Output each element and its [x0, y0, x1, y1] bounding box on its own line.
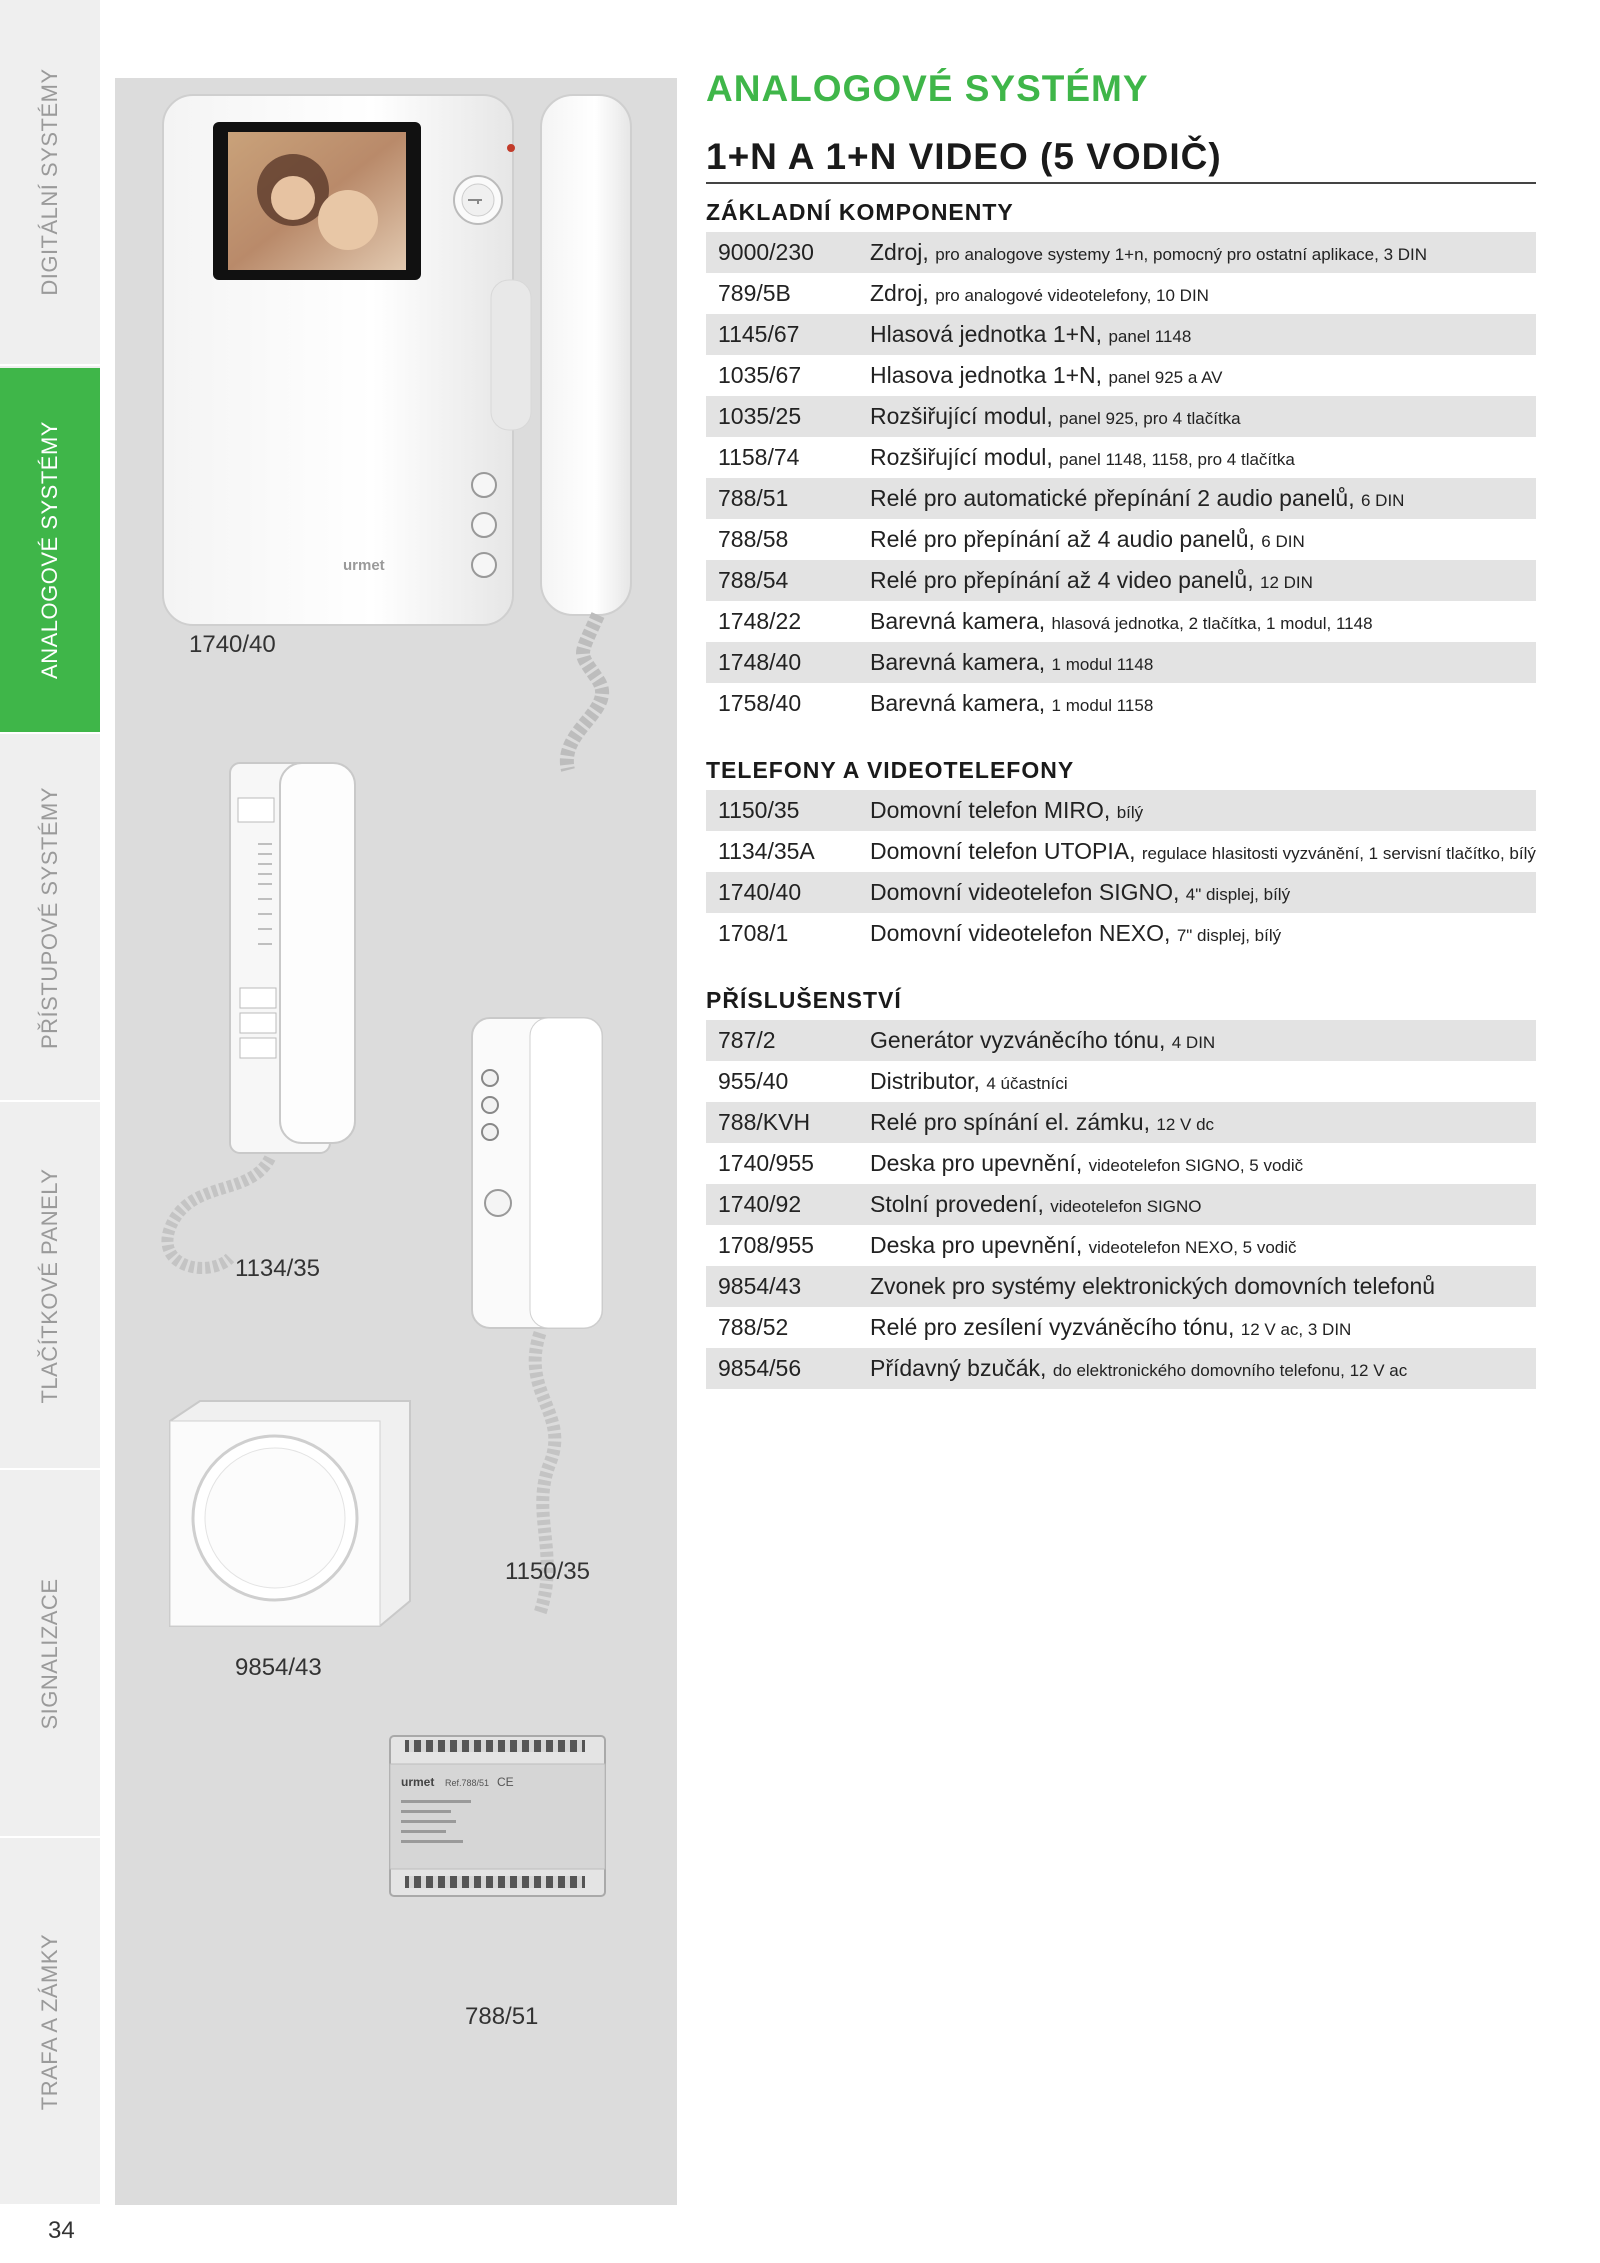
item-code: 788/52: [718, 1314, 789, 1340]
table-row: [706, 913, 1536, 954]
product-label-1740-40: 1740/40: [189, 631, 276, 658]
item-name: Rozšiřující modul,: [870, 403, 1053, 429]
product-image-panel: [115, 78, 677, 2205]
item-detail: hlasová jednotka, 2 tlačítka, 1 modul, 1148: [1051, 614, 1373, 633]
item-code: 1158/74: [718, 444, 800, 470]
item-name: Přídavný bzučák,: [870, 1355, 1047, 1381]
table-row: [706, 560, 1536, 601]
table-row: [706, 1225, 1536, 1266]
item-code: 1035/67: [718, 362, 802, 388]
item-description: [870, 403, 1536, 430]
item-detail: panel 1148: [1108, 327, 1192, 346]
item-description: [870, 1355, 1536, 1382]
item-detail: videotelefon SIGNO: [1050, 1197, 1202, 1216]
tab-pristupove-systemy[interactable]: [0, 736, 100, 1102]
item-detail: panel 925, pro 4 tlačítka: [1059, 409, 1241, 428]
table-row: [706, 872, 1536, 913]
item-description: [870, 444, 1536, 471]
item-name: Zdroj,: [870, 239, 929, 265]
item-description: [870, 280, 1536, 307]
item-name: Hlasova jednotka 1+N,: [870, 362, 1103, 388]
table-row: [706, 396, 1536, 437]
item-name: Generátor vyzváněcího tónu,: [870, 1027, 1166, 1053]
item-description: [870, 1314, 1536, 1341]
item-name: Stolní provedení,: [870, 1191, 1044, 1217]
item-description: [870, 1232, 1536, 1259]
item-description: [870, 1150, 1536, 1177]
item-name: Zvonek pro systémy elektronických domovních telefonů: [870, 1273, 1436, 1299]
page-title: 1+N A 1+N VIDEO (5 VODIČ): [706, 136, 1536, 184]
item-detail: 6 DIN: [1361, 491, 1405, 510]
module-reference: Ref.788/51: [445, 1778, 490, 1788]
item-description: [870, 608, 1536, 635]
item-code: 1145/67: [718, 321, 800, 347]
section-title: ANALOGOVÉ SYSTÉMY: [706, 68, 1149, 109]
ce-mark: CE: [497, 1775, 514, 1789]
table-row: [706, 642, 1536, 683]
item-name: Deska pro upevnění,: [870, 1150, 1083, 1176]
item-detail: videotelefon SIGNO, 5 vodič: [1088, 1156, 1304, 1175]
item-detail: pro analogove systemy 1+n, pomocný pro ostatní aplikace, 3 DIN: [935, 245, 1428, 264]
item-description: [870, 239, 1536, 266]
item-description: [870, 838, 1536, 865]
table-row: [706, 1061, 1536, 1102]
item-name: Domovní videotelefon SIGNO,: [870, 879, 1180, 905]
item-code: 788/51: [718, 485, 789, 511]
tab-trafa-a-zamky[interactable]: [0, 1840, 100, 2206]
item-description: [870, 1109, 1536, 1136]
item-detail: 4 DIN: [1171, 1033, 1216, 1052]
item-detail: 7" displej, bílý: [1176, 926, 1282, 945]
table-row: [706, 273, 1536, 314]
item-description: [870, 567, 1536, 594]
table-row: [706, 355, 1536, 396]
tab-analogove-systemy[interactable]: [0, 368, 100, 734]
item-name: Rozšiřující modul,: [870, 444, 1053, 470]
item-detail: 12 V ac, 3 DIN: [1240, 1320, 1352, 1339]
table-row: [706, 1102, 1536, 1143]
tab-signalizace[interactable]: [0, 1472, 100, 1838]
item-code: 788/54: [718, 567, 789, 593]
item-code: 9854/43: [718, 1273, 802, 1299]
item-detail: panel 1148, 1158, pro 4 tlačítka: [1059, 450, 1295, 469]
table-row: [706, 478, 1536, 519]
item-detail: videotelefon NEXO, 5 vodič: [1088, 1238, 1297, 1257]
item-description: [870, 526, 1536, 553]
table-row: [706, 1348, 1536, 1389]
product-label-788-51: 788/51: [465, 2003, 539, 2030]
table-row: [706, 1020, 1536, 1061]
item-name: Domovní telefon UTOPIA,: [870, 838, 1136, 864]
tab-tlacitkove-panely[interactable]: [0, 1104, 100, 1470]
table-row: [706, 831, 1536, 872]
item-name: Zdroj,: [870, 280, 929, 306]
videophone-1740-40-image: [158, 90, 678, 790]
item-code: 788/KVH: [718, 1109, 811, 1135]
table-row: [706, 790, 1536, 831]
interphone-1134-35-image: [150, 758, 410, 1298]
item-name: Deska pro upevnění,: [870, 1232, 1083, 1258]
item-name: Relé pro přepínání až 4 audio panelů,: [870, 526, 1255, 552]
item-detail: regulace hlasitosti vyzvánění, 1 servisní tlačítko, bílý: [1141, 844, 1536, 863]
bell-9854-43-image: [165, 1396, 415, 1636]
item-name: Distributor,: [870, 1068, 980, 1094]
item-name: Relé pro přepínání až 4 video panelů,: [870, 567, 1254, 593]
item-detail: 12 V dc: [1156, 1115, 1215, 1134]
item-name: Domovní videotelefon NEXO,: [870, 920, 1171, 946]
interphone-1150-35-image: [460, 1013, 610, 1633]
item-description: [870, 797, 1536, 824]
item-description: [870, 690, 1536, 717]
table-row: [706, 314, 1536, 355]
tab-label: DIGITÁLNÍ SYSTÉMY: [37, 68, 62, 296]
product-label-9854-43: 9854/43: [235, 1654, 322, 1681]
item-detail: bílý: [1116, 803, 1144, 822]
item-code: 1740/955: [718, 1150, 814, 1176]
item-code: 787/2: [718, 1027, 776, 1053]
item-detail: 1 modul 1158: [1051, 696, 1154, 715]
tab-label: TLAČÍTKOVÉ PANELY: [37, 1168, 62, 1404]
table-row: [706, 683, 1536, 724]
product-list: [706, 68, 1536, 1389]
item-name: Relé pro spínání el. zámku,: [870, 1109, 1150, 1135]
item-name: Relé pro zesílení vyzváněcího tónu,: [870, 1314, 1235, 1340]
table-row: [706, 519, 1536, 560]
group-title-telefony-a-videotelefony: TELEFONY A VIDEOTELEFONY: [706, 757, 1075, 783]
item-code: 1134/35A: [718, 838, 815, 864]
tab-digitalni-systemy[interactable]: [0, 0, 100, 366]
item-code: 1740/40: [718, 879, 802, 905]
tab-label: SIGNALIZACE: [37, 1578, 62, 1730]
item-code: 1758/40: [718, 690, 802, 716]
tab-label: TRAFA A ZÁMKY: [37, 1933, 62, 2111]
item-code: 1748/22: [718, 608, 802, 634]
module-brand-logo: urmet: [401, 1775, 435, 1789]
item-description: [870, 649, 1536, 676]
item-description: [870, 485, 1536, 512]
table-row: [706, 437, 1536, 478]
table-row: [706, 601, 1536, 642]
group-title-zakladni-komponenty: ZÁKLADNÍ KOMPONENTY: [706, 199, 1014, 225]
product-label-1134-35: 1134/35: [235, 1255, 320, 1282]
item-name: Hlasová jednotka 1+N,: [870, 321, 1103, 347]
item-code: 1035/25: [718, 403, 802, 429]
item-code: 1708/955: [718, 1232, 814, 1258]
item-detail: do elektronického domovního telefonu, 12 V ac: [1052, 1361, 1408, 1380]
item-description: [870, 1191, 1536, 1218]
tab-label: PŘÍSTUPOVÉ SYSTÉMY: [37, 786, 62, 1050]
table-row: [706, 1266, 1536, 1307]
item-description: [870, 879, 1536, 906]
brand-logo: urmet: [343, 557, 385, 574]
item-code: 1740/92: [718, 1191, 802, 1217]
item-code: 9000/230: [718, 239, 814, 265]
item-code: 1708/1: [718, 920, 789, 946]
table-row: [706, 1184, 1536, 1225]
page-number: 34: [48, 2217, 75, 2244]
item-code: 955/40: [718, 1068, 789, 1094]
table-row: [706, 232, 1536, 273]
relay-788-51-image: [385, 1726, 610, 1906]
section-tab-strip: [0, 0, 100, 2205]
item-code: 9854/56: [718, 1355, 802, 1381]
item-detail: 12 DIN: [1260, 573, 1313, 592]
item-name: Barevná kamera,: [870, 608, 1046, 634]
product-label-1150-35: 1150/35: [505, 1558, 590, 1585]
item-code: 1748/40: [718, 649, 802, 675]
item-description: [870, 362, 1536, 389]
item-description: [870, 1068, 1536, 1095]
table-row: [706, 1307, 1536, 1348]
item-detail: panel 925 a AV: [1108, 368, 1223, 387]
item-detail: pro analogové videotelefony, 10 DIN: [935, 286, 1209, 305]
item-description: [870, 1273, 1536, 1300]
item-detail: 6 DIN: [1261, 532, 1305, 551]
item-name: Barevná kamera,: [870, 649, 1046, 675]
item-detail: 1 modul 1148: [1051, 655, 1154, 674]
item-detail: 4" displej, bílý: [1185, 885, 1291, 904]
tab-label: ANALOGOVÉ SYSTÉMY: [37, 421, 62, 679]
item-description: [870, 321, 1536, 348]
table-row: [706, 1143, 1536, 1184]
item-code: 788/58: [718, 526, 789, 552]
item-name: Relé pro automatické přepínání 2 audio panelů,: [870, 485, 1355, 511]
group-title-prislusenstvi: PŘÍSLUŠENSTVÍ: [706, 987, 902, 1013]
item-code: 1150/35: [718, 797, 800, 823]
item-description: [870, 1027, 1536, 1054]
item-description: [870, 920, 1536, 947]
item-name: Barevná kamera,: [870, 690, 1046, 716]
item-detail: 4 účastníci: [986, 1074, 1068, 1093]
item-name: Domovní telefon MIRO,: [870, 797, 1111, 823]
item-code: 789/5B: [718, 280, 791, 306]
